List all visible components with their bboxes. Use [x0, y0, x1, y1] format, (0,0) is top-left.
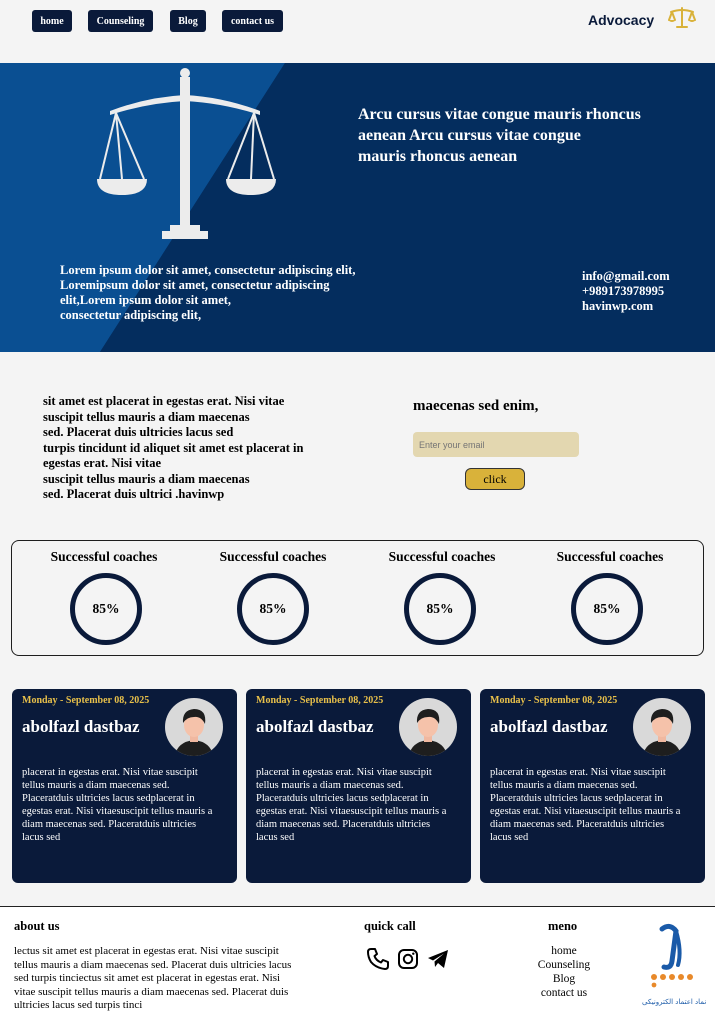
card-date: Monday - September 08, 2025	[22, 695, 150, 706]
card-line: lacus sed	[490, 832, 529, 843]
telegram-icon[interactable]	[426, 948, 450, 970]
contact-email[interactable]: info@gmail.com	[582, 269, 670, 283]
headline-line: Arcu cursus vitae congue mauris rhoncus	[358, 106, 641, 123]
stat-title: Successful coaches	[388, 549, 496, 564]
card-line: diam maecenas sed. Placeratduis ultricies	[490, 819, 665, 830]
nav-label: Counseling	[96, 15, 145, 27]
hero-banner	[0, 63, 715, 352]
avatar	[399, 698, 457, 756]
intro-line: sed. Placerat duis ultricies lacus sed	[43, 425, 234, 439]
nav-label: contact us	[230, 15, 275, 27]
profile-card[interactable]	[246, 689, 471, 883]
nav-label: home	[40, 15, 64, 27]
stat-value: 85%	[426, 601, 454, 616]
avatar	[633, 698, 691, 756]
enamad-logo-icon	[642, 921, 700, 991]
contact-phone[interactable]: +989173978995	[582, 284, 665, 298]
profile-card[interactable]	[12, 689, 237, 883]
brand-name: Advocacy	[588, 12, 655, 28]
stat-title: Successful coaches	[50, 549, 158, 564]
profile-card[interactable]	[480, 689, 705, 883]
stat-ring	[571, 573, 643, 645]
scales-logo-icon	[668, 6, 696, 30]
body-line: consectetur adipiscing elit,	[60, 308, 202, 322]
submit-label: click	[483, 471, 507, 486]
about-line: ultricies lacus sed turpis tinci	[14, 999, 143, 1011]
footer-about-text	[14, 945, 334, 1013]
intro-line: sed. Placerat duis ultrici .havinwp	[43, 487, 225, 501]
hero-headline	[358, 104, 708, 167]
submit-button[interactable]	[465, 468, 525, 490]
nav-counseling[interactable]	[88, 10, 153, 32]
footer-quick-call-title: quick call	[364, 919, 416, 933]
stat-title: Successful coaches	[219, 549, 327, 564]
card-line: egestas erat. Nisi vitaesuscipit tellus mauris a	[22, 806, 213, 817]
nav-blog[interactable]	[170, 10, 206, 32]
avatar	[165, 698, 223, 756]
intro-line: turpis tincidunt id aliquet sit amet est placerat in	[43, 440, 304, 455]
stats-panel	[11, 540, 704, 656]
card-name: abolfazl dastbaz	[22, 717, 140, 736]
card-line: placerat in egestas erat. Nisi vitae suscipit	[490, 767, 666, 778]
about-line: lectus sit amet est placerat in egestas erat. Nisi vitae suscipit	[14, 945, 279, 957]
stat-ring	[70, 573, 142, 645]
card-line: lacus sed	[256, 832, 295, 843]
card-body	[256, 766, 464, 844]
card-line: placerat in egestas erat. Nisi vitae suscipit	[22, 767, 198, 778]
footer	[0, 906, 715, 1025]
hero-body	[60, 263, 400, 323]
card-line: placerat in egestas erat. Nisi vitae suscipit	[256, 767, 432, 778]
intro-line: egestas erat. Nisi vitae	[43, 456, 162, 470]
footer-menu-contact[interactable]: contact us	[540, 987, 588, 999]
card-line: egestas erat. Nisi vitaesuscipit tellus mauris a	[256, 806, 447, 817]
enamad-badge[interactable]	[642, 921, 707, 1011]
footer-about-title: about us	[14, 919, 60, 933]
body-line: Lorem ipsum dolor sit amet, consectetur adipiscing elit,	[60, 263, 356, 277]
card-line: diam maecenas sed. Placeratduis ultricies	[22, 819, 197, 830]
stat-value: 85%	[92, 601, 120, 616]
about-line: vitae suscipit tellus mauris a diam maecenas sed. Placerat duis	[14, 985, 289, 998]
body-line: Loremipsum dolor sit amet, consectetur adipiscing	[60, 278, 330, 292]
stat-ring	[237, 573, 309, 645]
card-body	[490, 766, 698, 844]
card-line: egestas erat. Nisi vitaesuscipit tellus mauris a	[490, 806, 681, 817]
phone-icon[interactable]	[366, 947, 390, 971]
hero-contact	[582, 269, 670, 314]
contact-website[interactable]: havinwp.com	[582, 299, 654, 313]
intro-line: suscipit tellus mauris a diam maecenas	[43, 409, 250, 424]
stat-value: 85%	[259, 601, 287, 616]
footer-menu-blog[interactable]: Blog	[552, 973, 576, 985]
about-line: tellus mauris a diam maecenas sed. Placerat duis ultricies lacus	[14, 958, 292, 971]
headline-line: mauris rhoncus aenean	[358, 148, 518, 165]
newsletter-title: maecenas sed enim,	[413, 398, 539, 414]
card-line: tellus mauris a diam maecenas sed.	[22, 780, 170, 791]
instagram-icon[interactable]	[397, 948, 419, 970]
card-name: abolfazl dastbaz	[256, 717, 374, 736]
card-body	[22, 766, 230, 844]
intro-line: sit amet est placerat in egestas erat. Nisi vitae	[43, 394, 285, 408]
body-line: elit,Lorem ipsum dolor sit amet,	[60, 293, 232, 307]
headline-line: aenean Arcu cursus vitae congue	[358, 127, 581, 144]
card-date: Monday - September 08, 2025	[256, 695, 384, 706]
email-input[interactable]	[413, 432, 579, 457]
card-line: tellus mauris a diam maecenas sed.	[256, 780, 404, 791]
footer-menu-title: meno	[548, 919, 578, 933]
card-line: diam maecenas sed. Placeratduis ultricies	[256, 819, 431, 830]
nav-contact[interactable]	[222, 10, 283, 32]
card-line: Placeratduis ultricies lacus sedplacerat in	[22, 793, 195, 804]
stat-value: 85%	[593, 601, 621, 616]
nav-label: Blog	[178, 15, 198, 27]
stat-ring	[404, 573, 476, 645]
nav-home[interactable]	[32, 10, 72, 32]
card-line: Placeratduis ultricies lacus sedplacerat in	[490, 793, 663, 804]
intro-text	[43, 394, 363, 503]
footer-menu-counseling[interactable]: Counseling	[537, 959, 591, 971]
card-line: lacus sed	[22, 832, 61, 843]
footer-menu-home[interactable]: home	[551, 945, 577, 957]
enamad-label: نماد اعتماد الکترونیکی	[642, 998, 707, 1006]
card-line: tellus mauris a diam maecenas sed.	[490, 780, 638, 791]
card-name: abolfazl dastbaz	[490, 717, 608, 736]
card-line: Placeratduis ultricies lacus sedplacerat in	[256, 793, 429, 804]
card-date: Monday - September 08, 2025	[490, 695, 618, 706]
stat-title: Successful coaches	[556, 549, 664, 564]
intro-line: suscipit tellus mauris a diam maecenas	[43, 471, 250, 486]
about-line: sed turpis tinciectus sit amet est placerat in egestas erat. Nisi	[14, 972, 281, 984]
justice-scales-icon	[92, 67, 282, 247]
